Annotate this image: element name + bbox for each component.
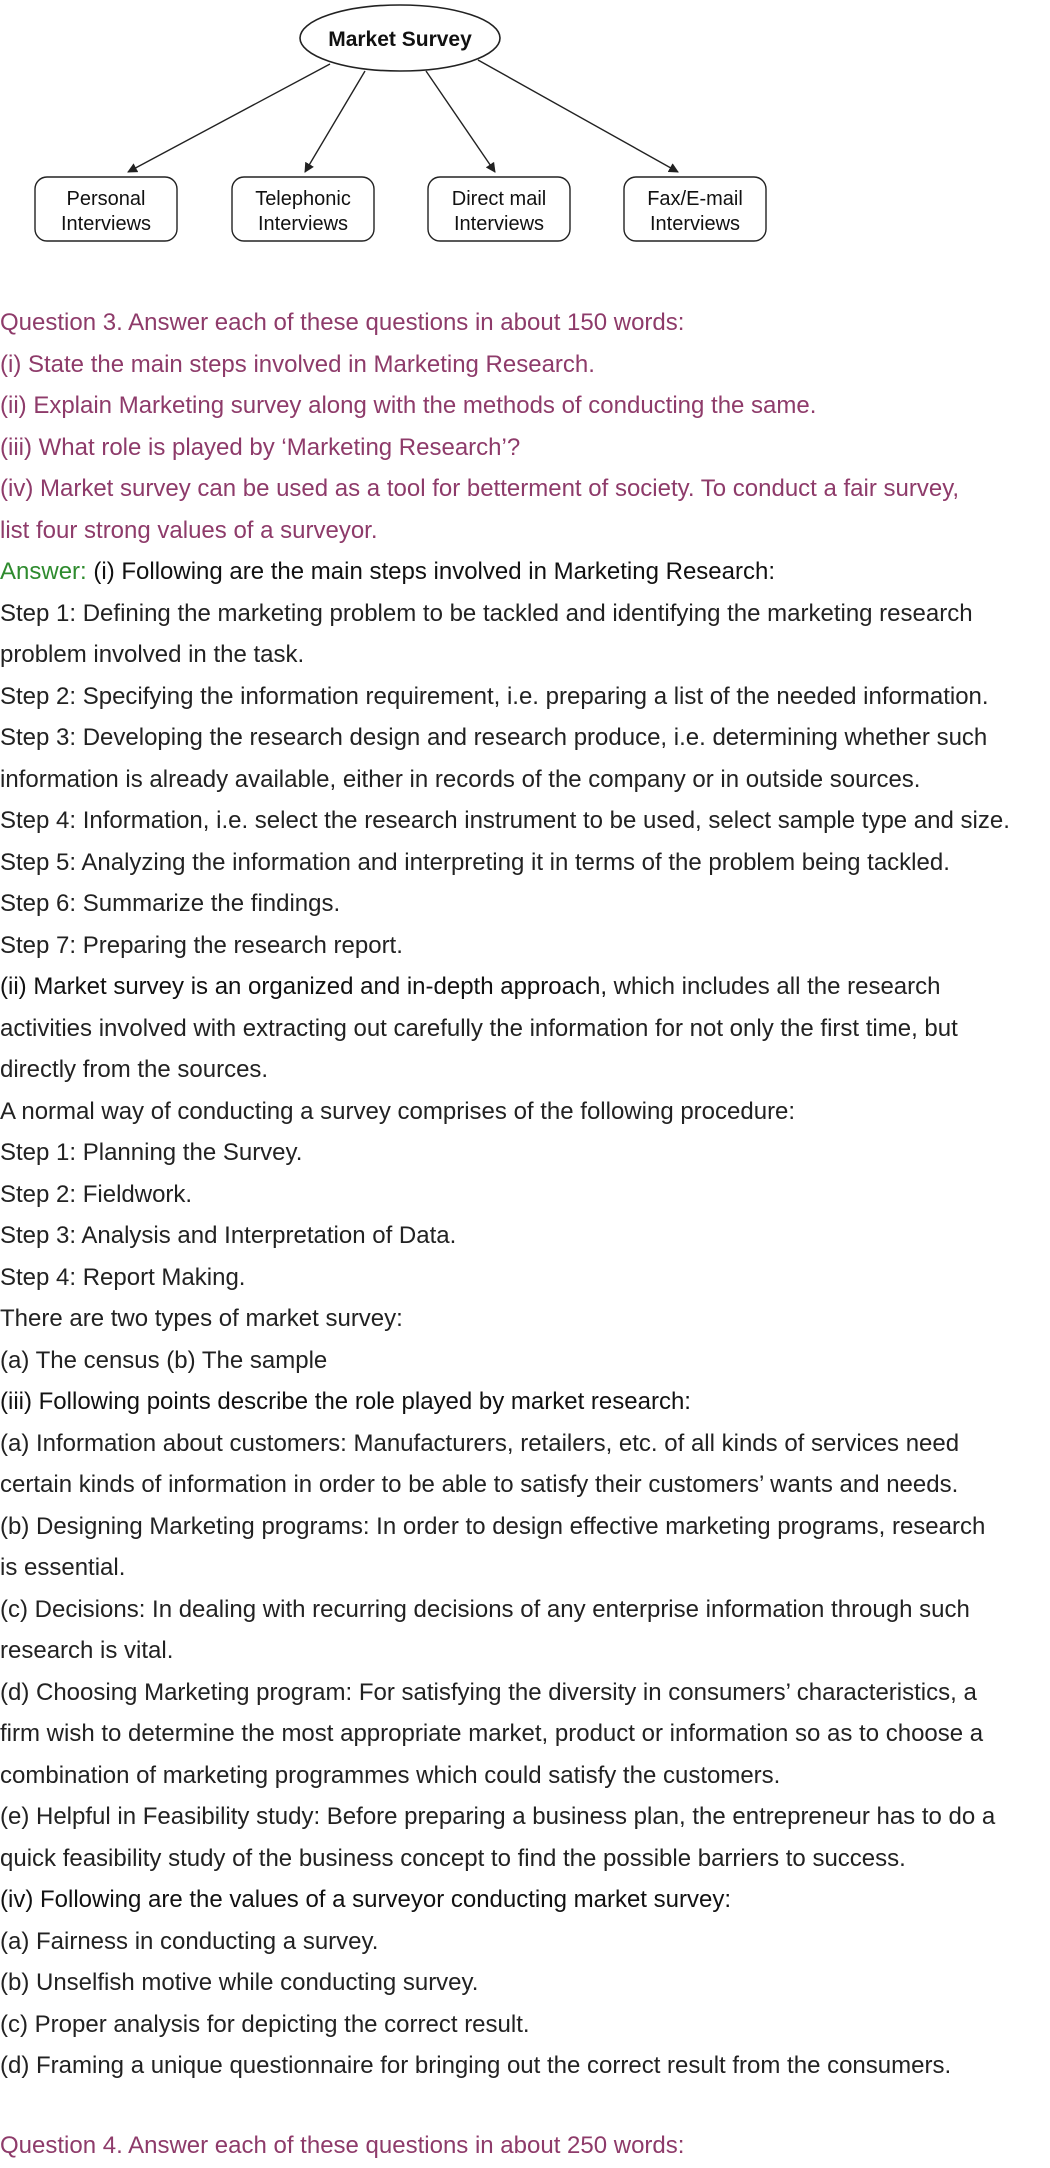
role-c-cont: research is vital. [0,1637,174,1664]
role-b: (b) Designing Marketing programs: In order to design effective marketing programs, research [0,1512,986,1540]
role-d-cont-2: combination of marketing programmes which could satisfy the customers. [0,1761,781,1789]
role-d-cont: firm wish to determine the most appropriate market, product or information so as to choose a [0,1720,984,1747]
role-a: (a) Information about customers: Manufacturers, retailers, etc. of all kinds of services need [0,1429,960,1457]
value-a: (a) Fairness in conducting a survey. [0,1927,379,1955]
role-d: (d) Choosing Marketing program: For satisfying the diversity in consumers’ characteristics, a [0,1678,977,1706]
step-3: Step 3: Developing the research design and research produce, i.e. determining whether such [0,724,988,751]
question-3-part-iv: (iv) Market survey can be used as a tool for betterment of society. To conduct a fair survey, [0,475,960,502]
market-survey-diagram [0,0,1050,260]
answer-part-i-heading: (i) Following are the main steps involved in Marketing Research: [86,558,776,585]
step-3-cont: information is already available, either in records of the company or in outside sources. [0,765,921,793]
answer-intro [0,551,1050,593]
role-e: (e) Helpful in Feasibility study: Before preparing a business plan, the entrepreneur has to do a [0,1803,996,1830]
child-node-telephonic [232,177,374,241]
value-d: (d) Framing a unique questionnaire for bringing out the correct result from the consumers. [0,2052,952,2079]
child-node-fax-email [624,177,766,241]
child-label-line1: Telephonic [255,188,351,210]
procedure-intro: A normal way of conducting a survey comprises of the following procedure: [0,1097,796,1125]
survey-types-intro: There are two types of market survey: [0,1305,403,1332]
step-5: Step 5: Analyzing the information and interpreting it in terms of the problem being tackled. [0,848,950,876]
arrow-telephonic [305,71,365,172]
step-7: Step 7: Preparing the research report. [0,931,403,959]
survey-types-list: (a) The census (b) The sample [0,1346,328,1374]
role-b-cont: is essential. [0,1554,126,1581]
child-node-personal [35,177,177,241]
question-4-title: Question 4. Answer each of these questions in about 250 words: [0,2131,685,2159]
procedure-step-1: Step 1: Planning the Survey. [0,1139,303,1166]
answer-part-ii-line2: activities involved with extracting out carefully the information for not only the first time, but [0,1014,958,1042]
child-label-line2: Interviews [257,213,349,235]
step-4: Step 4: Information, i.e. select the research instrument to be used, select sample type and size. [0,807,1010,834]
answer-part-ii-text: which includes all the research [606,973,941,1000]
question-3-part-iii: (iii) What role is played by ‘Marketing Research’? [0,433,521,461]
child-label-line2: Interviews [453,213,545,235]
step-1-cont: problem involved in the task. [0,641,305,668]
step-6: Step 6: Summarize the findings. [0,890,341,917]
child-node-direct-mail [428,177,570,241]
child-label-line1: Fax/E-mail [647,188,743,210]
root-label: Market Survey [328,28,472,51]
procedure-step-3: Step 3: Analysis and Interpretation of Data. [0,1222,457,1249]
child-label-line2: Interviews [60,213,152,235]
child-label-line1: Direct mail [451,188,547,210]
value-c: (c) Proper analysis for depicting the correct result. [0,2010,530,2038]
arrow-fax-email [478,60,678,172]
role-e-cont: quick feasibility study of the business concept to find the possible barriers to success. [0,1844,906,1872]
question-3-part-ii: (ii) Explain Marketing survey along with the methods of conducting the same. [0,392,817,419]
answer-part-ii-heading: (ii) Market survey is an organized and in-depth approach, [0,973,607,1000]
child-label-line2: Interviews [649,213,741,235]
role-c: (c) Decisions: In dealing with recurring decisions of any enterprise information through such [0,1595,970,1623]
article-content [0,302,1050,2166]
answer-part-iv-heading: (iv) Following are the values of a surveyor conducting market survey: [0,1886,731,1913]
answer-part-ii-line3: directly from the sources. [0,1056,269,1083]
step-2: Step 2: Specifying the information requirement, i.e. preparing a list of the needed information. [0,682,989,710]
section-spacer [0,2087,1050,2125]
step-1: Step 1: Defining the marketing problem to be tackled and identifying the marketing research [0,599,973,627]
child-label-line1: Personal [66,188,146,210]
question-3-part-i: (i) State the main steps involved in Marketing Research. [0,350,595,378]
answer-part-iii-heading: (iii) Following points describe the role played by market research: [0,1388,691,1415]
answer-part-ii [0,966,1050,1008]
question-3-title: Question 3. Answer each of these questions in about 150 words: [0,309,685,336]
value-b: (b) Unselfish motive while conducting survey. [0,1969,479,1996]
arrow-personal [128,64,330,172]
arrow-direct-mail [426,71,495,172]
procedure-step-4: Step 4: Report Making. [0,1263,246,1291]
procedure-step-2: Step 2: Fieldwork. [0,1180,193,1208]
question-3-part-iv-cont: list four strong values of a surveyor. [0,516,378,544]
answer-label: Answer: [0,558,87,585]
role-a-cont: certain kinds of information in order to be able to satisfy their customers’ wants and needs. [0,1471,959,1498]
